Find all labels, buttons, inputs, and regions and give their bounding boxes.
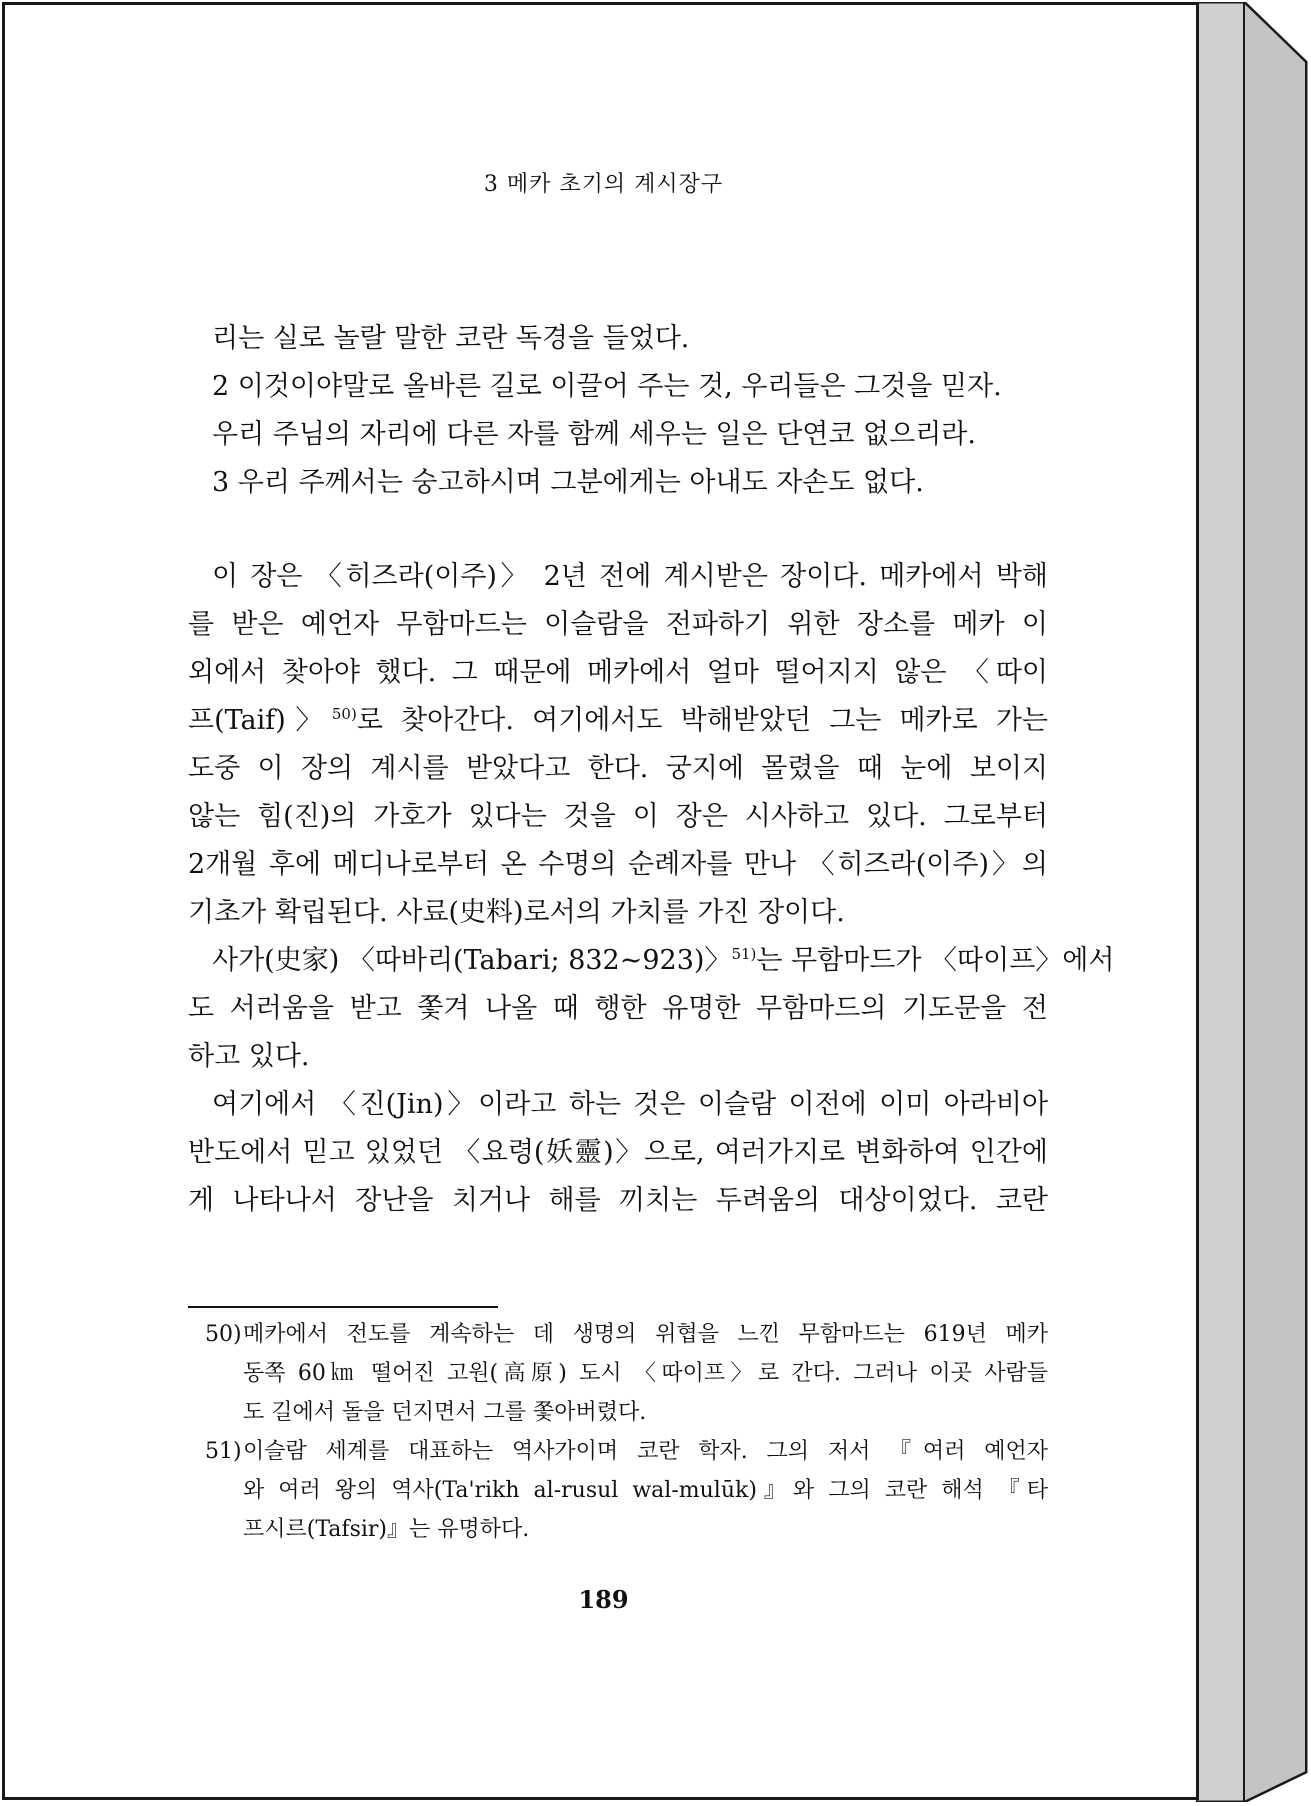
text-segment: 프(Taif)〉 bbox=[188, 705, 332, 736]
text-line: 이 장은 〈히즈라(이주)〉 2년 전에 계시받은 장이다. 메카에서 박해 bbox=[212, 561, 1048, 592]
text-line: 를 받은 예언자 무함마드는 이슬람을 전파하기 위한 장소를 메카 이 bbox=[188, 609, 1048, 640]
text-line bbox=[188, 697, 1048, 745]
footnote-ref-51: 51) bbox=[731, 945, 757, 963]
footnote-line bbox=[205, 1432, 1048, 1471]
text-line: 여기에서 〈진(Jin)〉이라고 하는 것은 이슬람 이전에 이미 아라비아 bbox=[212, 1089, 1048, 1120]
footnote-line: 와 여러 왕의 역사(Ta'rikh al-rusul wal-mulūk)』와 그의 코란 해석 『타 bbox=[243, 1478, 1048, 1503]
footnote-rule bbox=[188, 1306, 498, 1308]
footnote-number: 50) bbox=[205, 1322, 242, 1347]
footnote-line: 프시르(Tafsir)』는 유명하다. bbox=[243, 1517, 530, 1542]
text-segment: 로 찾아간다. 여기에서도 박해받았던 그는 메카로 가는 bbox=[356, 705, 1048, 736]
verse-line: 리는 실로 놀랄 말한 코란 독경을 들었다. bbox=[212, 323, 690, 354]
footnote-line: 도 길에서 돌을 던지면서 그를 쫓아버렸다. bbox=[243, 1400, 647, 1425]
text-line: 도 서러움을 받고 쫓겨 나올 때 행한 유명한 무함마드의 기도문을 전 bbox=[188, 993, 1048, 1024]
text-line: 외에서 찾아야 했다. 그 때문에 메카에서 얼마 떨어지지 않은 〈따이 bbox=[188, 657, 1048, 688]
text-segment: 사가(史家) 〈따바리(Tabari; 832~923)〉 bbox=[212, 945, 732, 976]
text-segment: 는 무함마드가 〈따이프〉에서 bbox=[756, 945, 1115, 976]
footnote-line: 동쪽 60㎞ 떨어진 고원(高原) 도시 〈따이프〉로 간다. 그러나 이곳 사람들 bbox=[243, 1361, 1048, 1386]
text-line: 게 나타나서 장난을 치거나 해를 끼치는 두려움의 대상이었다. 코란 bbox=[188, 1185, 1048, 1216]
footnote-text: 이슬람 세계를 대표하는 역사가이며 코란 학자. 그의 저서 『여러 예언자 bbox=[243, 1439, 1048, 1464]
text-line: 2개월 후에 메디나로부터 온 수명의 순례자를 만나 〈히즈라(이주)〉의 bbox=[188, 849, 1048, 880]
text-line: 도중 이 장의 계시를 받았다고 한다. 궁지에 몰렸을 때 눈에 보이지 bbox=[188, 753, 1048, 784]
footnote-51 bbox=[205, 1432, 1048, 1549]
body-text bbox=[188, 315, 1115, 1225]
footnote-ref-50: 50) bbox=[331, 705, 357, 723]
paragraph-jin bbox=[188, 1081, 1048, 1225]
footnote-line bbox=[205, 1315, 1048, 1354]
paragraph-tabari bbox=[188, 937, 1115, 1081]
footnote-50 bbox=[205, 1315, 1048, 1432]
book-spine bbox=[1196, 2, 1308, 1802]
verse-line: 3 우리 주께서는 숭고하시며 그분에게는 아내도 자손도 없다. bbox=[212, 467, 924, 498]
running-head: 3 메카 초기의 계시장구 bbox=[483, 172, 724, 197]
book-page bbox=[2, 2, 1199, 1800]
footnote-number: 51) bbox=[205, 1439, 242, 1464]
text-line: 반도에서 믿고 있었던 〈요령(妖靈)〉으로, 여러가지로 변화하여 인간에 bbox=[188, 1137, 1048, 1168]
page-number: 189 bbox=[578, 1585, 629, 1614]
verse-line: 2 이것이야말로 올바른 길로 이끌어 주는 것, 우리들은 그것을 믿자. bbox=[212, 371, 1002, 402]
footnote-text: 메카에서 전도를 계속하는 데 생명의 위협을 느낀 무함마드는 619년 메카 bbox=[243, 1322, 1048, 1347]
paragraph-hijra bbox=[188, 553, 1048, 937]
text-line: 하고 있다. bbox=[188, 1041, 310, 1072]
text-line: 않는 힘(진)의 가호가 있다는 것을 이 장은 시사하고 있다. 그로부터 bbox=[188, 801, 1048, 832]
text-line: 기초가 확립된다. 사료(史料)로서의 가치를 가진 장이다. bbox=[188, 897, 845, 928]
footnotes bbox=[205, 1315, 1048, 1549]
text-line bbox=[188, 937, 1115, 985]
verse-line: 우리 주님의 자리에 다른 자를 함께 세우는 일은 단연코 없으리라. bbox=[212, 419, 976, 450]
